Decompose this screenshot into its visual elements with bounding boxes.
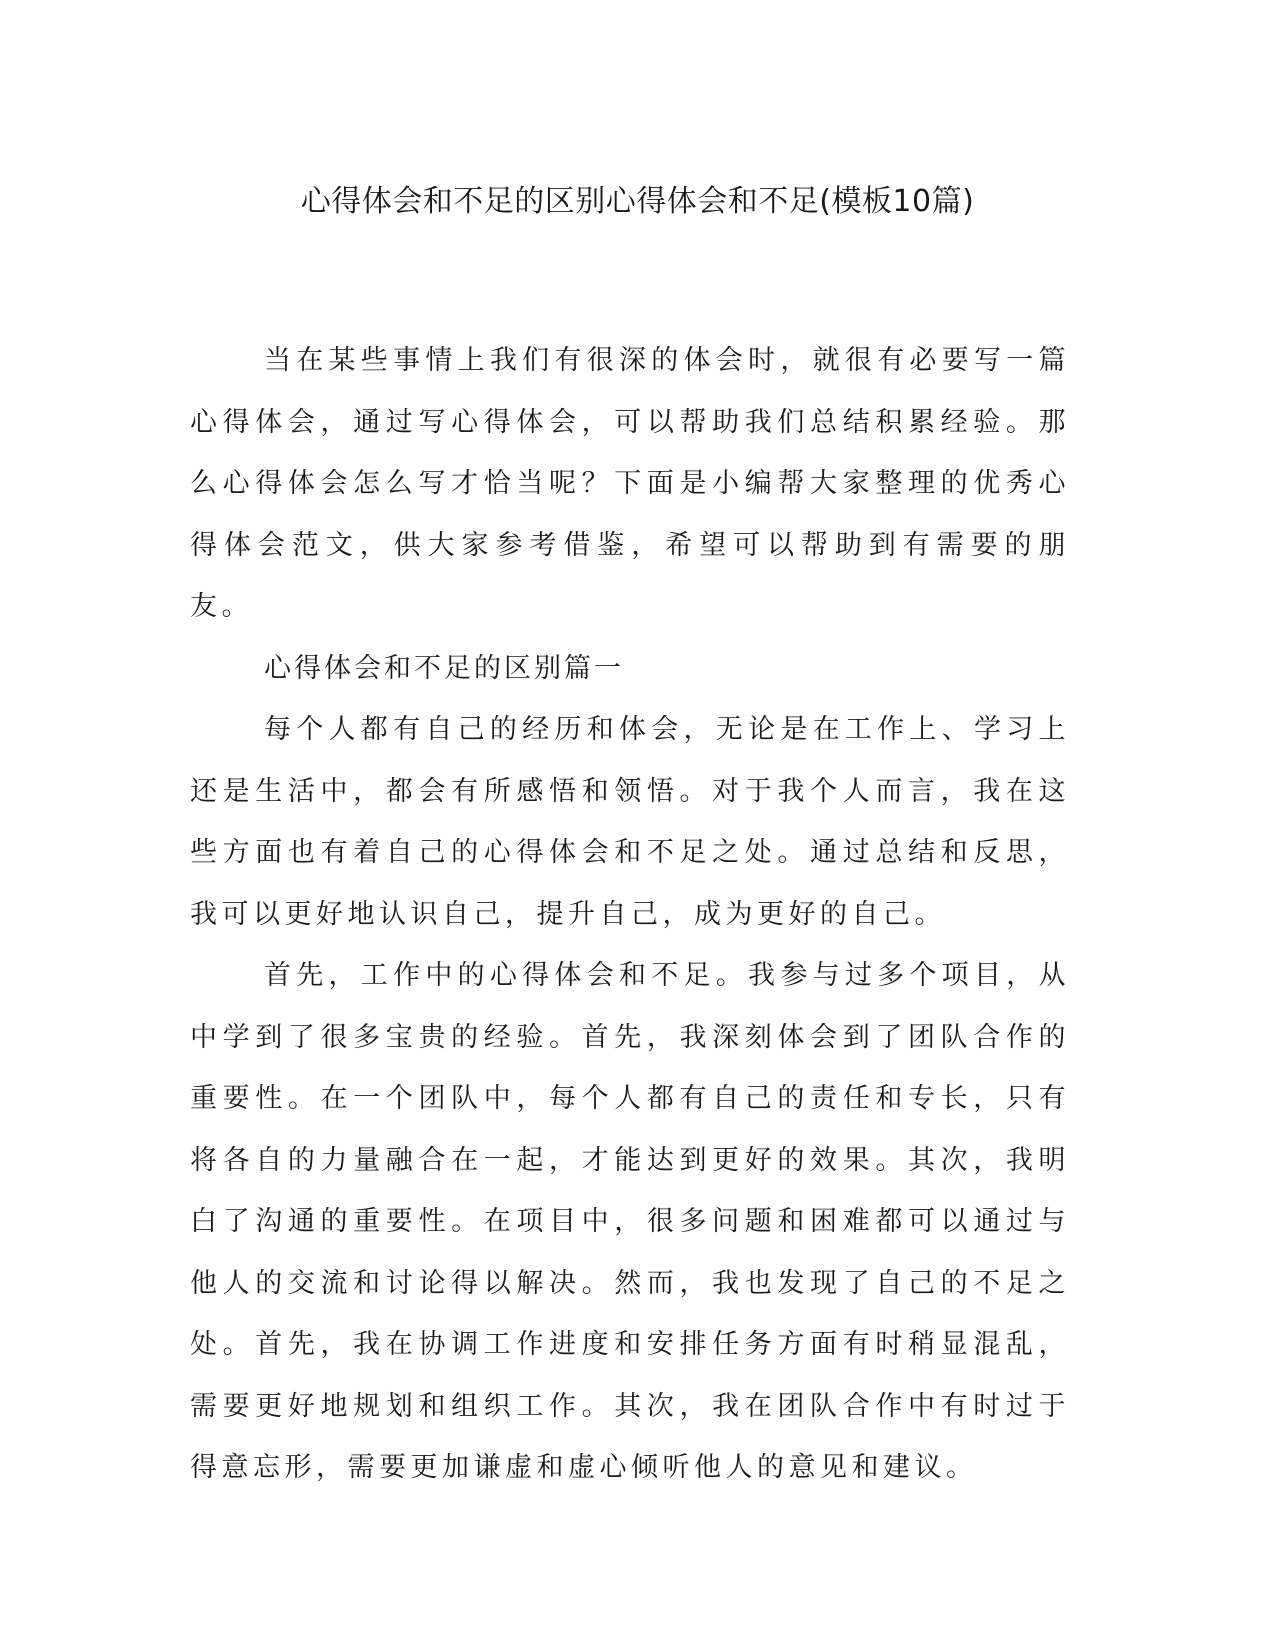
- body-paragraph-2: 首先，工作中的心得体会和不足。我参与过多个项目，从中学到了很多宝贵的经验。首先，我深刻体会到了团队合作的重要性。在一个团队中，每个人都有自己的责任和专长，只有将各自的力量融合在一起，才能达到更好的效果。其次，我明白了沟通的重要性。在项目中，很多问题和困难都可以通过与他人的交流和讨论得以解决。然而，我也发现了自己的不足之处。首先，我在协调工作进度和安排任务方面有时稍显混乱，需要更好地规划和组织工作。其次，我在团队合作中有时过于得意忘形，需要更加谦虚和虚心倾听他人的意见和建议。: [190, 960, 1070, 1483]
- body-paragraph-1: 每个人都有自己的经历和体会，无论是在工作上、学习上还是生活中，都会有所感悟和领悟。对于我个人而言，我在这些方面也有着自己的心得体会和不足之处。通过总结和反思，我可以更好地认识自己，提升自己，成为更好的自己。: [190, 714, 1070, 930]
- document-body: [190, 330, 1070, 1499]
- intro-paragraph: 当在某些事情上我们有很深的体会时，就很有必要写一篇心得体会，通过写心得体会，可以帮助我们总结积累经验。那么心得体会怎么写才恰当呢？下面是小编帮大家整理的优秀心得体会范文，供大家参考借鉴，希望可以帮助到有需要的朋友。: [190, 345, 1070, 622]
- section-heading: 心得体会和不足的区别篇一: [264, 652, 624, 684]
- document-title: 心得体会和不足的区别心得体会和不足(模板10篇): [300, 184, 975, 219]
